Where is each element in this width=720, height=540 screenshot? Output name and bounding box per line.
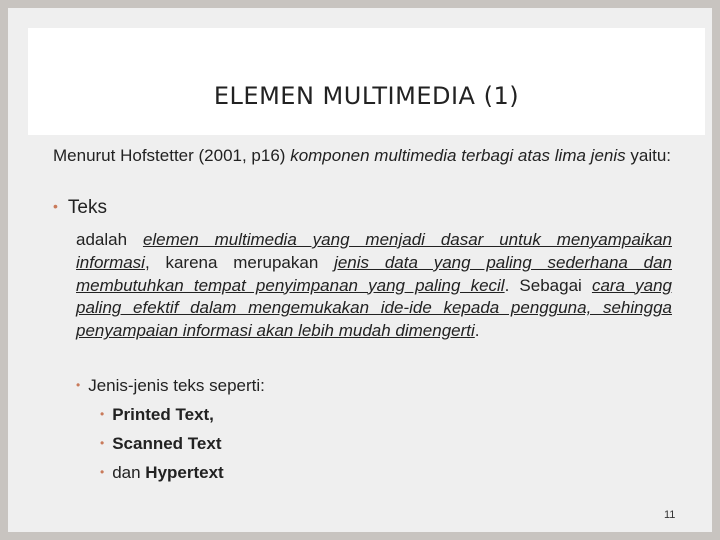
para-part4: jenis data yang paling sederhana dan membutuhkan tempat penyimpanan yang paling kecil	[76, 252, 672, 295]
sub-bullet	[76, 376, 265, 396]
slide-title: ELEMEN MULTIMEDIA (1)	[213, 82, 520, 110]
intro-text	[53, 145, 673, 167]
list-dot-icon: •	[100, 407, 105, 421]
para-part3: , karena merupakan	[144, 252, 335, 272]
intro-part2: komponen multimedia terbagi atas lima jenis	[290, 146, 626, 165]
page-number: 11	[664, 509, 676, 521]
list-item-label: Hypertext	[145, 463, 224, 482]
title-box	[28, 28, 705, 135]
bullet-dot-icon: •	[53, 198, 58, 214]
bullet-teks	[53, 197, 107, 219]
list-item	[100, 434, 221, 454]
list-item	[100, 463, 224, 483]
para-part5: . Sebagai	[504, 275, 592, 295]
sub-bullet-label: Jenis-jenis teks seperti:	[88, 376, 265, 395]
list-item-label: Scanned Text	[112, 434, 222, 453]
bullet-teks-label: Teks	[67, 197, 107, 218]
para-part7: .	[474, 321, 480, 341]
list-item-prefix: dan	[112, 463, 146, 482]
list-dot-icon: •	[100, 436, 105, 450]
list-dot-icon: •	[100, 465, 105, 479]
teks-paragraph	[76, 229, 672, 343]
list-item	[100, 405, 214, 425]
list-item-label: Printed Text,	[112, 405, 214, 424]
sub-bullet-dot-icon: •	[76, 378, 81, 392]
intro-part1: Menurut Hofstetter (2001, p16)	[53, 146, 291, 165]
para-part6: cara yang paling efektif dalam mengemukakan ide-ide kepada pengguna, sehingga penyampaian informasi akan lebih mudah dimengerti	[76, 275, 672, 341]
para-part2: elemen multimedia yang menjadi dasar untuk menyampaikan informasi	[76, 230, 672, 272]
intro-part3: yaitu:	[625, 146, 671, 165]
para-part1: adalah	[76, 230, 143, 249]
